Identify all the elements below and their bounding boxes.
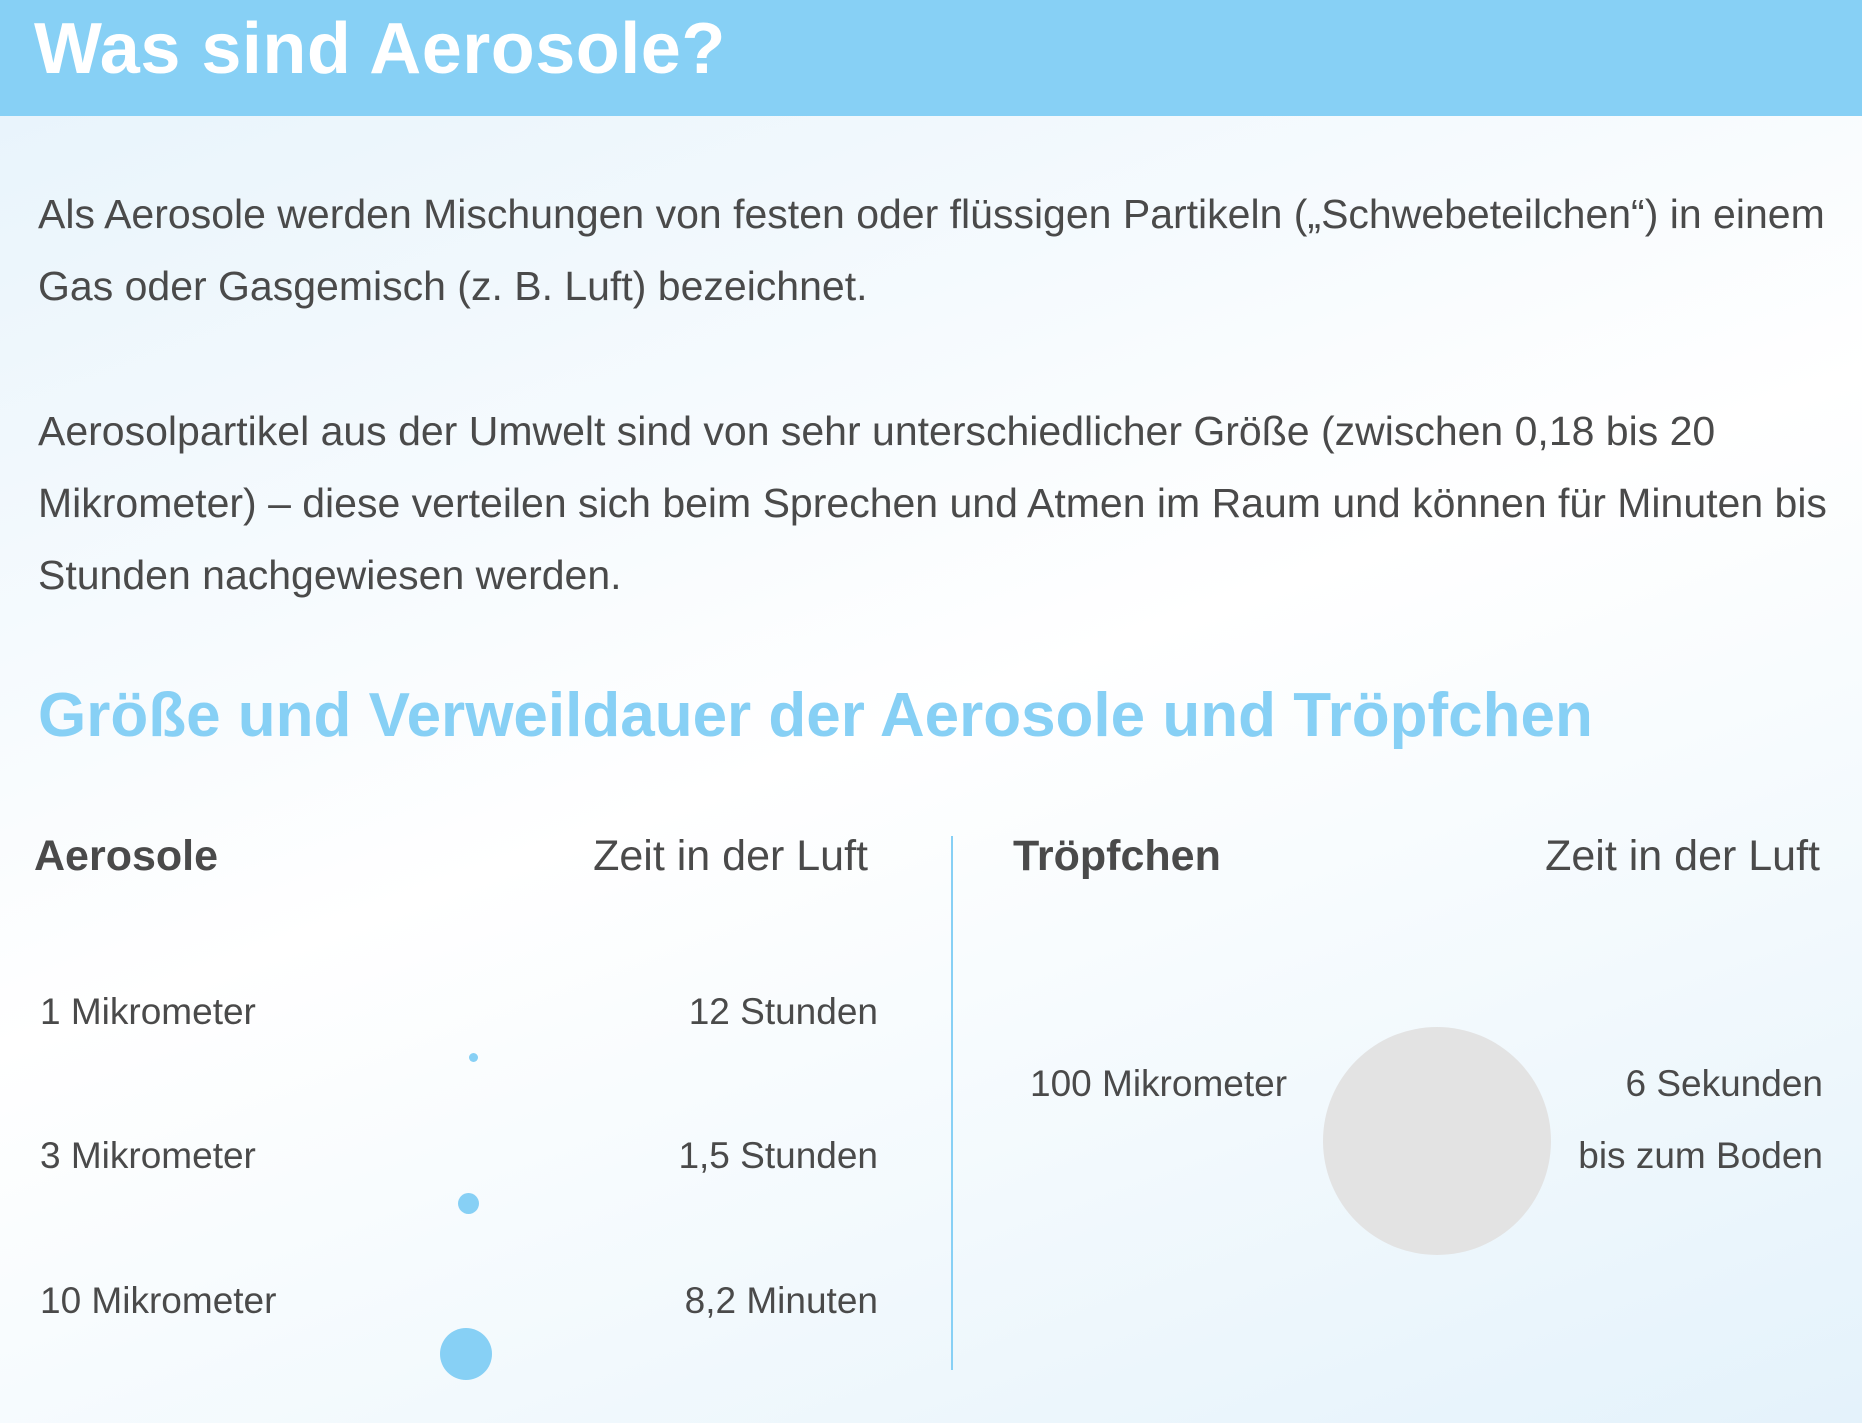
page-title: Was sind Aerosole? [34,9,726,89]
aerosols-time-heading: Zeit in der Luft [593,832,868,880]
aerosol-size-1um: 1 Mikrometer [40,991,256,1032]
aerosols-heading: Aerosole [34,832,219,880]
droplets-time-heading: Zeit in der Luft [1545,832,1820,880]
droplets-heading: Tröpfchen [1013,832,1221,880]
aerosol-time-10um: 8,2 Minuten [684,1280,878,1321]
intro-paragraph-size: Aerosolpartikel aus der Umwelt sind von sehr unterschiedlicher Größe (zwischen 0,18 bis 20 Mikrometer) – diese verteilen sich beim Sprechen und Atmen im Raum und können für Minuten bis Stunden nachgewiesen werden. [38,408,1827,598]
aerosol-particle-3um [458,1193,479,1214]
intro-paragraph-definition: Als Aerosole werden Mischungen von festen oder flüssigen Partikeln („Schwebeteilchen“) in einem Gas oder Gasgemisch (z. B. Luft) bezeichnet. [38,191,1825,309]
droplet-time-line1: 6 Sekunden [1625,1063,1823,1104]
aerosol-size-10um: 10 Mikrometer [40,1280,277,1321]
droplet-time-line2: bis zum Boden [1578,1135,1823,1176]
column-divider [951,836,953,1370]
section-title [38,680,1593,751]
header-bar [0,0,1862,116]
aerosol-particle-10um [440,1328,492,1380]
section-title-bold: Größe und Verweildauer [38,681,752,750]
aerosol-time-1um: 12 Stunden [688,991,878,1032]
aerosol-time-3um: 1,5 Stunden [678,1135,878,1176]
section-title-rest: der Aerosole und Tröpfchen [751,681,1593,750]
droplet-size-100um: 100 Mikrometer [1030,1063,1288,1104]
aerosol-particle-1um [469,1053,478,1062]
aerosol-size-3um: 3 Mikrometer [40,1135,256,1176]
